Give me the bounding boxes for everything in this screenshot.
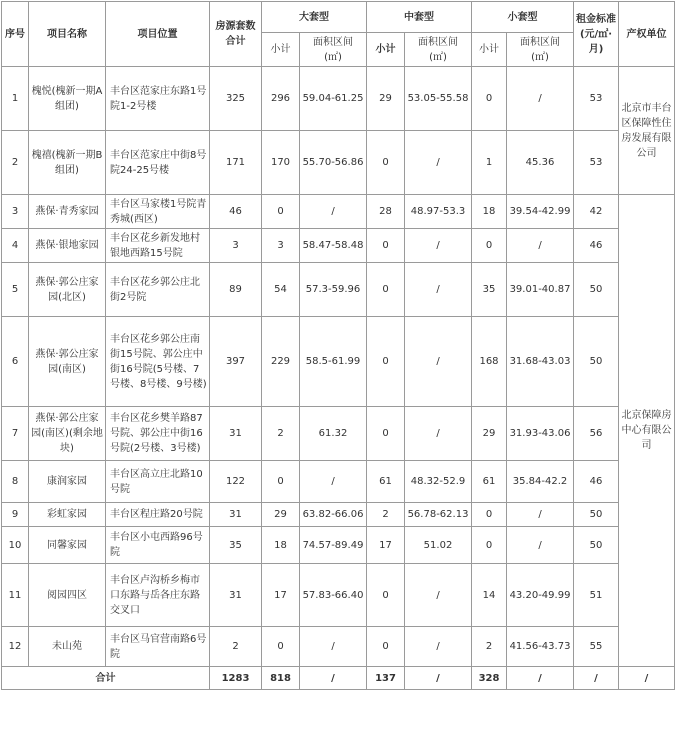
small-area-range: 43.20-49.99 (507, 564, 574, 627)
row-no: 12 (2, 627, 29, 667)
project-location: 丰台区花乡郭公庄北街2号院 (106, 263, 210, 317)
medium-area-range: 51.02 (405, 527, 472, 564)
medium-area-range: 48.32-52.9 (405, 461, 472, 503)
large-subtotal: 0 (262, 461, 300, 503)
total-owner: / (619, 667, 675, 690)
header-area-line2: (㎡) (429, 51, 447, 63)
header-units-line2: 合计 (225, 36, 246, 47)
project-name: 未山苑 (29, 627, 106, 667)
medium-area-range: / (405, 317, 472, 407)
small-subtotal: 2 (472, 627, 507, 667)
medium-subtotal: 0 (367, 407, 405, 461)
total-large-subtotal: 818 (262, 667, 300, 690)
header-area-line1: 面积区间 (313, 36, 353, 48)
project-location: 丰台区马家楼1号院青秀城(西区) (106, 195, 210, 229)
rent-standard: 50 (574, 317, 619, 407)
rent-standard: 53 (574, 131, 619, 195)
large-area-range: 74.57-89.49 (300, 527, 367, 564)
medium-area-range: / (405, 407, 472, 461)
header-owner: 产权单位 (619, 2, 675, 67)
header-medium-area (405, 33, 472, 67)
small-area-range: / (507, 67, 574, 131)
small-area-range: 45.36 (507, 131, 574, 195)
row-no: 1 (2, 67, 29, 131)
header-small-subtotal: 小计 (472, 33, 507, 67)
small-subtotal: 14 (472, 564, 507, 627)
housing-table (1, 1, 675, 690)
header-area-line1: 面积区间 (520, 36, 560, 48)
small-subtotal: 1 (472, 131, 507, 195)
project-location: 丰台区马官营南路6号院 (106, 627, 210, 667)
small-area-range: 31.68-43.03 (507, 317, 574, 407)
table-row (2, 131, 675, 195)
rent-standard: 46 (574, 461, 619, 503)
rent-standard: 50 (574, 503, 619, 527)
large-area-range: 63.82-66.06 (300, 503, 367, 527)
project-name: 燕保·银地家园 (29, 229, 106, 263)
medium-subtotal: 28 (367, 195, 405, 229)
table-row (2, 317, 675, 407)
project-name: 燕保·青秀家园 (29, 195, 106, 229)
header-area-line1: 面积区间 (418, 36, 458, 48)
row-no: 10 (2, 527, 29, 564)
header-no: 序号 (2, 2, 29, 67)
medium-area-range: 53.05-55.58 (405, 67, 472, 131)
units-total: 171 (210, 131, 262, 195)
total-medium-subtotal: 137 (367, 667, 405, 690)
project-name: 燕保·郭公庄家园(南区) (29, 317, 106, 407)
small-area-range: / (507, 229, 574, 263)
small-subtotal: 29 (472, 407, 507, 461)
small-subtotal: 0 (472, 527, 507, 564)
small-subtotal: 168 (472, 317, 507, 407)
row-no: 2 (2, 131, 29, 195)
project-name: 康润家园 (29, 461, 106, 503)
project-name: 槐悦(槐新一期A组团) (29, 67, 106, 131)
project-name: 燕保·郭公庄家园(北区) (29, 263, 106, 317)
row-no: 7 (2, 407, 29, 461)
total-large-area: / (300, 667, 367, 690)
large-area-range: 59.04-61.25 (300, 67, 367, 131)
header-units-line1: 房源套数 (215, 21, 256, 32)
table-row (2, 527, 675, 564)
medium-subtotal: 61 (367, 461, 405, 503)
units-total: 3 (210, 229, 262, 263)
medium-area-range: / (405, 131, 472, 195)
table-row (2, 229, 675, 263)
row-no: 11 (2, 564, 29, 627)
large-subtotal: 29 (262, 503, 300, 527)
project-location: 丰台区花乡新发地村银地西路15号院 (106, 229, 210, 263)
project-location: 丰台区卢沟桥乡梅市口东路与岳各庄东路交叉口 (106, 564, 210, 627)
small-subtotal: 18 (472, 195, 507, 229)
header-location: 项目位置 (106, 2, 210, 67)
large-area-range: 57.83-66.40 (300, 564, 367, 627)
units-total: 31 (210, 503, 262, 527)
table-row (2, 627, 675, 667)
small-area-range: 31.93-43.06 (507, 407, 574, 461)
small-subtotal: 0 (472, 229, 507, 263)
small-subtotal: 0 (472, 503, 507, 527)
large-area-range: / (300, 195, 367, 229)
project-name: 同馨家园 (29, 527, 106, 564)
header-large: 大套型 (262, 2, 367, 33)
table-row (2, 263, 675, 317)
rent-standard: 53 (574, 67, 619, 131)
table-row (2, 195, 675, 229)
header-rent (574, 2, 619, 67)
header-medium: 中套型 (367, 2, 472, 33)
total-small-subtotal: 328 (472, 667, 507, 690)
large-area-range: 58.5-61.99 (300, 317, 367, 407)
row-no: 3 (2, 195, 29, 229)
row-no: 6 (2, 317, 29, 407)
units-total: 31 (210, 407, 262, 461)
medium-area-range: / (405, 564, 472, 627)
project-location: 丰台区范家庄东路1号院1-2号楼 (106, 67, 210, 131)
small-area-range: 35.84-42.2 (507, 461, 574, 503)
project-location: 丰台区花乡樊羊路87号院、郭公庄中街16号院(2号楼、3号楼) (106, 407, 210, 461)
row-no: 8 (2, 461, 29, 503)
table-body (2, 2, 675, 690)
large-subtotal: 2 (262, 407, 300, 461)
large-area-range: 55.70-56.86 (300, 131, 367, 195)
small-area-range: 39.54-42.99 (507, 195, 574, 229)
rent-standard: 51 (574, 564, 619, 627)
project-name: 燕保·郭公庄家园(南区)(剩余地块) (29, 407, 106, 461)
project-name: 彩虹家园 (29, 503, 106, 527)
total-rent: / (574, 667, 619, 690)
table-row (2, 503, 675, 527)
large-area-range: / (300, 461, 367, 503)
rent-standard: 55 (574, 627, 619, 667)
small-subtotal: 61 (472, 461, 507, 503)
total-row (2, 667, 675, 690)
large-area-range: 57.3-59.96 (300, 263, 367, 317)
medium-area-range: / (405, 229, 472, 263)
large-area-range: 61.32 (300, 407, 367, 461)
header-medium-subtotal: 小计 (367, 33, 405, 67)
medium-subtotal: 0 (367, 263, 405, 317)
units-total: 2 (210, 627, 262, 667)
header-large-area (300, 33, 367, 67)
header-rent-line3: 月) (588, 43, 604, 55)
units-total: 397 (210, 317, 262, 407)
large-subtotal: 170 (262, 131, 300, 195)
small-area-range: 39.01-40.87 (507, 263, 574, 317)
rent-standard: 56 (574, 407, 619, 461)
units-total: 46 (210, 195, 262, 229)
large-subtotal: 0 (262, 627, 300, 667)
large-subtotal: 296 (262, 67, 300, 131)
header-area-line2: (㎡) (324, 51, 342, 63)
header-name: 项目名称 (29, 2, 106, 67)
medium-subtotal: 2 (367, 503, 405, 527)
header-rent-line1: 租金标准 (576, 13, 616, 25)
large-subtotal: 3 (262, 229, 300, 263)
header-rent-line2: (元/㎡· (579, 28, 613, 40)
total-medium-area: / (405, 667, 472, 690)
large-subtotal: 18 (262, 527, 300, 564)
medium-area-range: 56.78-62.13 (405, 503, 472, 527)
total-label: 合计 (2, 667, 210, 690)
total-units: 1283 (210, 667, 262, 690)
row-no: 9 (2, 503, 29, 527)
project-location: 丰台区高立庄北路10号院 (106, 461, 210, 503)
project-name: 槐禧(槐新一期B组团) (29, 131, 106, 195)
large-area-range: / (300, 627, 367, 667)
table-row (2, 461, 675, 503)
medium-subtotal: 0 (367, 317, 405, 407)
units-total: 31 (210, 564, 262, 627)
header-area-line2: (㎡) (531, 51, 549, 63)
large-subtotal: 0 (262, 195, 300, 229)
header-small-area (507, 33, 574, 67)
medium-area-range: / (405, 263, 472, 317)
row-no: 4 (2, 229, 29, 263)
owner-unit-bphc: 北京保障房中心有限公司 (619, 195, 675, 667)
units-total: 122 (210, 461, 262, 503)
medium-subtotal: 0 (367, 229, 405, 263)
table-row (2, 407, 675, 461)
rent-standard: 50 (574, 263, 619, 317)
rent-standard: 42 (574, 195, 619, 229)
medium-subtotal: 29 (367, 67, 405, 131)
large-subtotal: 54 (262, 263, 300, 317)
small-subtotal: 0 (472, 67, 507, 131)
units-total: 89 (210, 263, 262, 317)
medium-area-range: / (405, 627, 472, 667)
medium-subtotal: 0 (367, 627, 405, 667)
header-units (210, 2, 262, 67)
large-area-range: 58.47-58.48 (300, 229, 367, 263)
large-subtotal: 17 (262, 564, 300, 627)
project-name: 阅园四区 (29, 564, 106, 627)
header-large-subtotal: 小计 (262, 33, 300, 67)
project-location: 丰台区范家庄中街8号院24-25号楼 (106, 131, 210, 195)
medium-subtotal: 17 (367, 527, 405, 564)
table-row (2, 564, 675, 627)
small-area-range: / (507, 503, 574, 527)
rent-standard: 46 (574, 229, 619, 263)
owner-unit-fengtai: 北京市丰台区保障性住房发展有限公司 (619, 67, 675, 195)
medium-area-range: 48.97-53.3 (405, 195, 472, 229)
rent-standard: 50 (574, 527, 619, 564)
table-row (2, 67, 675, 131)
header-row-1 (2, 2, 675, 33)
small-area-range: / (507, 527, 574, 564)
project-location: 丰台区小屯西路96号院 (106, 527, 210, 564)
small-subtotal: 35 (472, 263, 507, 317)
large-subtotal: 229 (262, 317, 300, 407)
medium-subtotal: 0 (367, 564, 405, 627)
project-location: 丰台区程庄路20号院 (106, 503, 210, 527)
header-small: 小套型 (472, 2, 574, 33)
small-area-range: 41.56-43.73 (507, 627, 574, 667)
units-total: 35 (210, 527, 262, 564)
units-total: 325 (210, 67, 262, 131)
medium-subtotal: 0 (367, 131, 405, 195)
total-small-area: / (507, 667, 574, 690)
project-location: 丰台区花乡郭公庄南街15号院、郭公庄中街16号院(5号楼、7号楼、8号楼、9号楼) (106, 317, 210, 407)
row-no: 5 (2, 263, 29, 317)
